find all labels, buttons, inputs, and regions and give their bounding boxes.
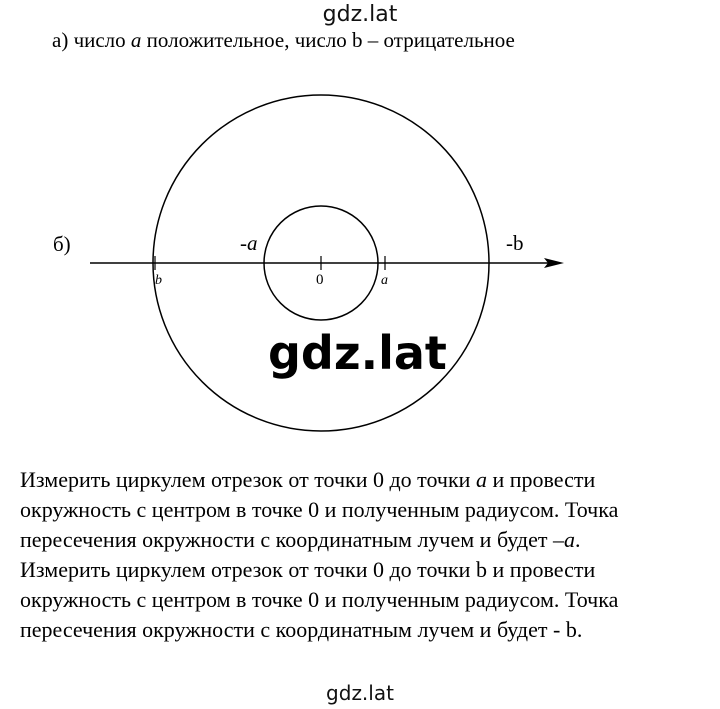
explanation-line-4: Измерить циркулем отрезок от точки 0 до точки b и провести [20, 557, 596, 582]
explanation-line-3 [20, 525, 710, 555]
explanation-line-2: окружность с центром в точке 0 и полученным радиусом. Точка [20, 497, 619, 522]
line1-var: a [475, 467, 487, 492]
line3-post: . [575, 527, 581, 552]
part-a-rest: положительное, число b – отрицательное [141, 28, 515, 52]
neg-a-label: -a [240, 231, 258, 255]
explanation-line-5: окружность с центром в точке 0 и полученным радиусом. Точка [20, 587, 619, 612]
explanation-line-6: пересечения окружности с координатным лучем и будет - b. [20, 617, 583, 642]
part-a-prefix: а) число [52, 28, 131, 52]
tick-zero-label: 0 [316, 272, 324, 288]
part-b-label: б) [53, 232, 71, 256]
line1-post: и провести [486, 467, 596, 492]
tick-b-label: b [155, 273, 162, 288]
neg-b-label: -b [506, 231, 524, 255]
part-a-var-a: a [130, 28, 142, 52]
line3-pre: пересечения окружности с координатным лучем и будет [20, 527, 553, 552]
watermark-bottom: gdz.lat [326, 681, 394, 705]
watermark-top: gdz.lat [322, 2, 398, 27]
explanation-line-1 [20, 465, 710, 495]
line3-var: –a [553, 527, 575, 552]
line1-pre: Измерить циркулем отрезок от точки 0 до точки [20, 467, 476, 492]
watermark-middle: gdz.lat [268, 326, 447, 380]
tick-a-label: a [381, 273, 388, 288]
explanation-text [20, 465, 710, 645]
